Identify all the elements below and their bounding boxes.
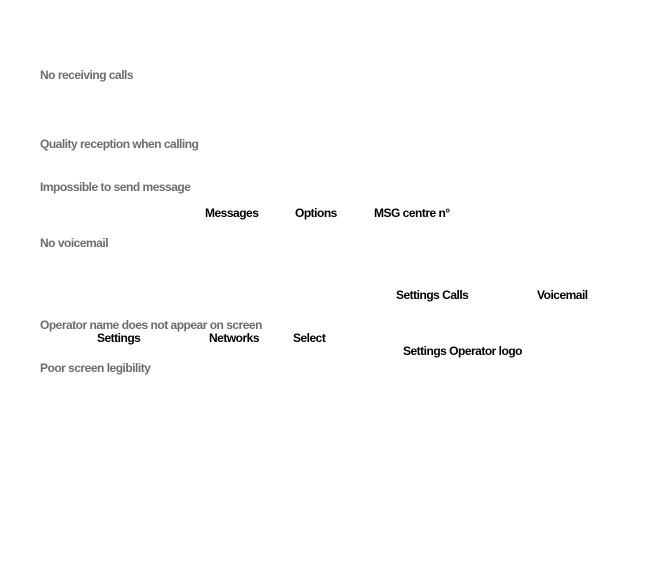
- menu-step-select: Select: [293, 331, 326, 345]
- problem-poor-legibility: Poor screen legibility: [40, 361, 151, 375]
- menu-step-voicemail: Voicemail: [537, 288, 588, 302]
- menu-step-networks: Networks: [209, 331, 260, 345]
- menu-step-messages: Messages: [205, 206, 259, 220]
- menu-step-settings-operator-logo: Settings Operator logo: [403, 344, 523, 358]
- problem-no-receiving-calls: No receiving calls: [40, 68, 134, 82]
- menu-step-settings-calls: Settings Calls: [396, 288, 469, 302]
- problem-operator-name: Operator name does not appear on screen: [40, 318, 262, 332]
- problem-quality-reception: Quality reception when calling: [40, 137, 199, 151]
- problem-no-voicemail: No voicemail: [40, 236, 109, 250]
- menu-step-options: Options: [295, 206, 337, 220]
- problem-impossible-send-message: Impossible to send message: [40, 180, 191, 194]
- menu-step-settings: Settings: [97, 331, 141, 345]
- menu-step-msg-centre: MSG centre n°: [374, 206, 450, 220]
